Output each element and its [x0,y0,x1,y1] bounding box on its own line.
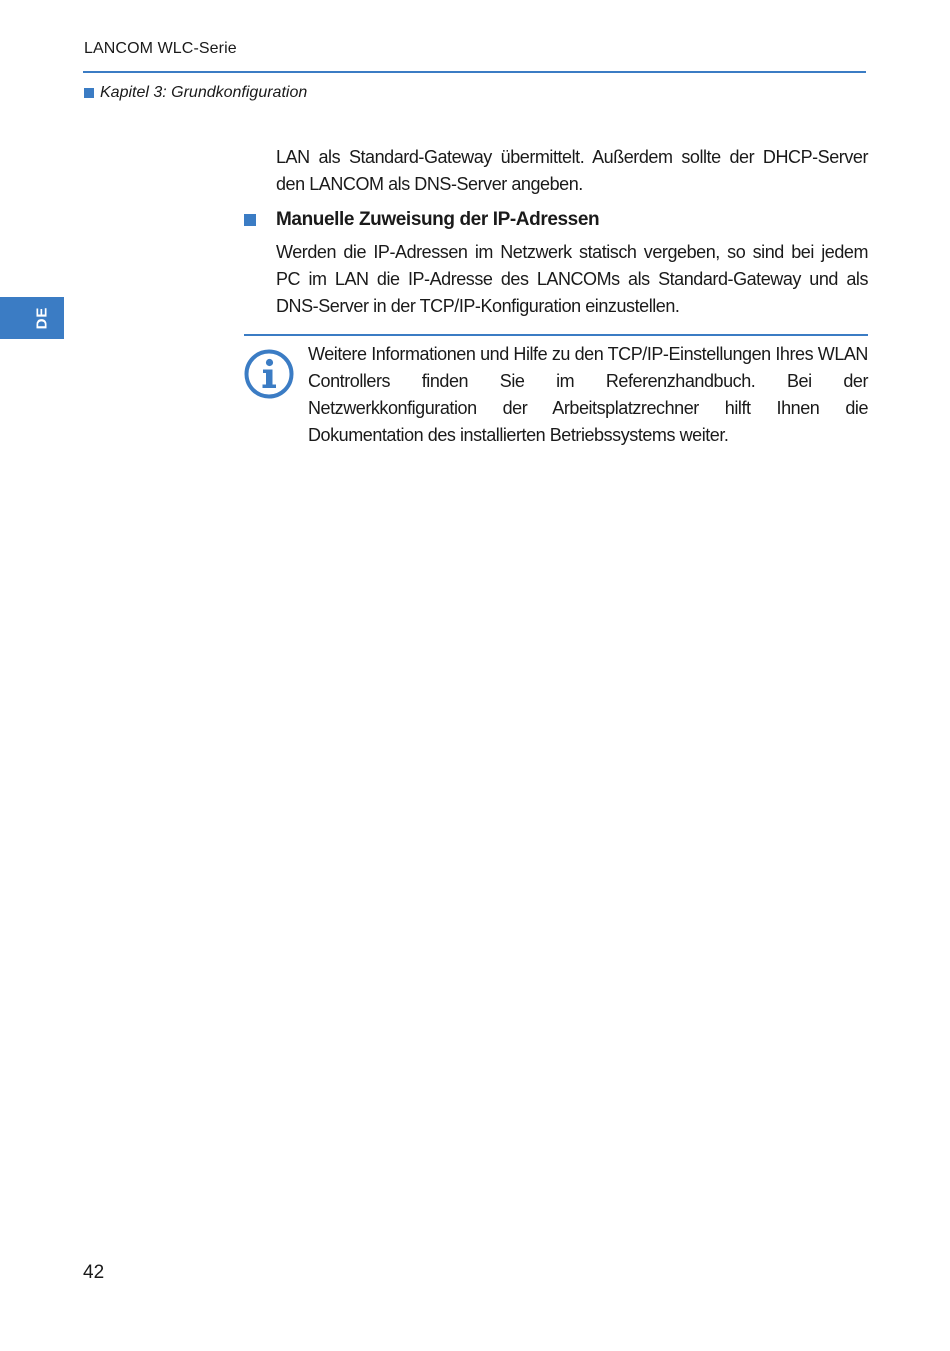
chapter-title: Kapitel 3: Grundkonfiguration [100,84,308,101]
running-head-title: LANCOM WLC-Serie [84,40,237,57]
note-rule [244,334,868,336]
info-icon [243,348,295,400]
language-tab [0,297,64,339]
language-tab-label: DE [33,306,51,330]
bullet-heading: Manuelle Zuweisung der IP-Adressen [276,209,600,230]
header-rule [83,71,866,73]
paragraph-static-ip: Werden die IP-Adressen im Netzwerk statisch vergeben, so sind bei jedem PC im LAN die IP-Adresse des LANCOMs als Standard-Gateway und als DNS-Server in der TCP/IP-Konfiguration einzustellen. [276,242,868,316]
bullet-item [244,206,868,233]
note-text: Weitere Informationen und Hilfe zu den TCP/IP-Einstellungen Ihres WLAN Controllers finden Sie im Referenzhandbuch. Bei der Netzwerkkonfiguration der Arbeitsplatzrechner hilft Ihnen die Dokumentation des installierten Betriebssystems weiter. [308,344,868,445]
chapter-bullet-icon [84,88,94,98]
bullet-square-icon [244,214,256,226]
page-number: 42 [83,1262,105,1283]
chapter-line [84,84,307,102]
paragraph-dhcp: LAN als Standard-Gateway übermittelt. Außerdem sollte der DHCP-Server den LANCOM als DNS-Server angeben. [276,147,868,194]
